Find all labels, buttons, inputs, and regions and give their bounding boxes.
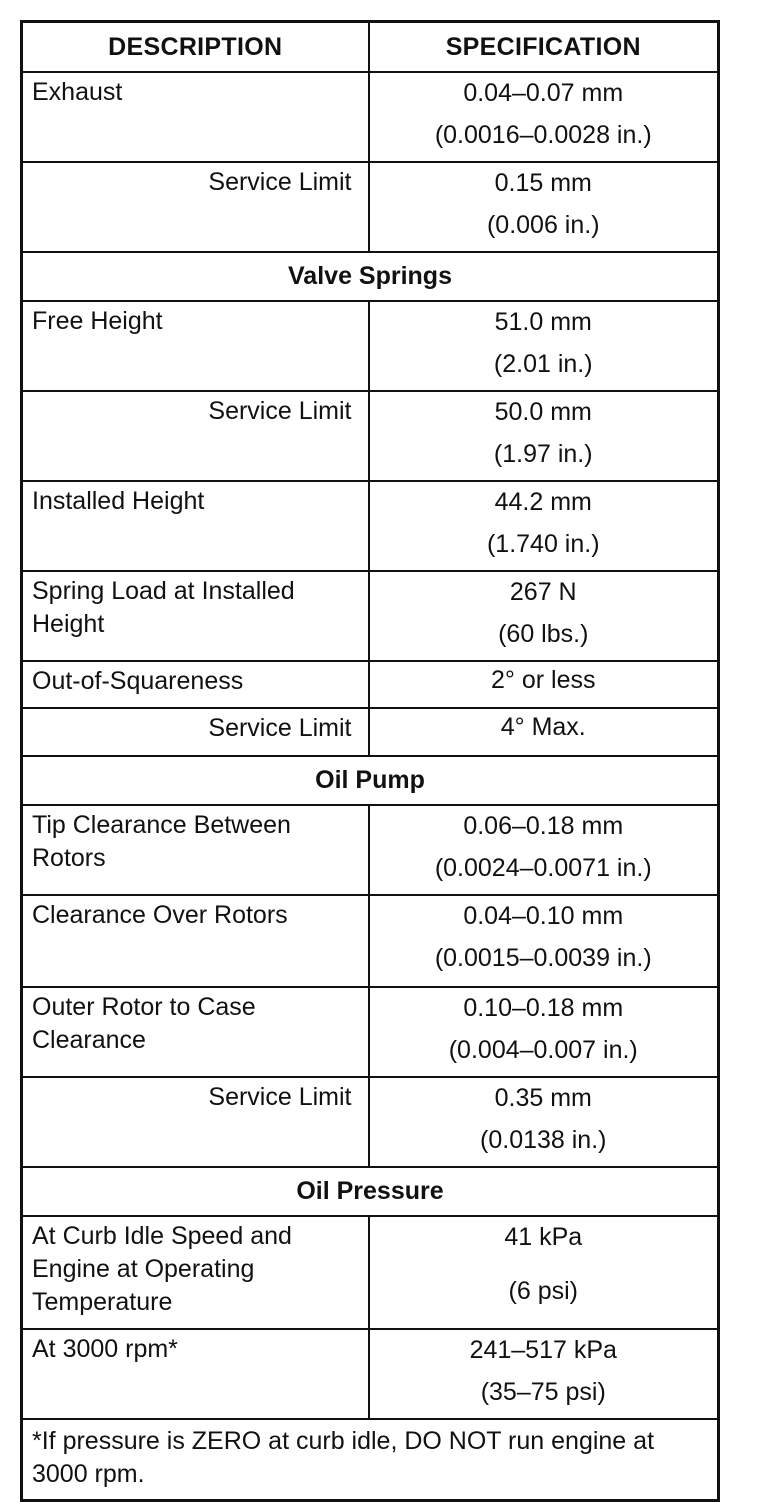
table-row <box>22 661 719 708</box>
spec-metric-value: 50.0 mm <box>494 398 592 426</box>
spec-imperial-value: (1.97 in.) <box>493 440 593 468</box>
specification-cell <box>369 162 719 252</box>
spec-imperial-value: (0.0024–0.0071 in.) <box>434 854 652 882</box>
spec-imperial-value: (35–75 psi) <box>480 1378 606 1406</box>
table-row <box>22 805 719 895</box>
table-body <box>22 72 719 1419</box>
section-row <box>22 756 719 805</box>
table-row <box>22 708 719 756</box>
specification-cell <box>369 708 719 756</box>
spec-metric-value: 0.10–0.18 mm <box>463 994 624 1022</box>
spec-metric-value: 0.04–0.10 mm <box>463 902 624 930</box>
description-text: Spring Load at Installed <box>32 577 295 605</box>
description-text: Service Limit <box>208 168 352 196</box>
spec-metric-value: 0.06–0.18 mm <box>463 812 624 840</box>
table-row <box>22 1216 719 1329</box>
specification-cell <box>369 987 719 1077</box>
description-text: Exhaust <box>32 78 123 106</box>
spec-imperial-value: (0.0016–0.0028 in.) <box>434 121 652 149</box>
description-cell <box>22 301 369 391</box>
table-row <box>22 571 719 661</box>
spec-imperial-value: (60 lbs.) <box>498 620 589 648</box>
description-text: Engine at Operating <box>32 1255 255 1283</box>
description-cell <box>22 987 369 1077</box>
section-title: Oil Pressure <box>22 1167 719 1216</box>
table-row <box>22 895 719 987</box>
table-row <box>22 1329 719 1419</box>
spec-imperial-value: (6 psi) <box>508 1277 578 1305</box>
description-cell <box>22 1077 369 1167</box>
description-text: Height <box>32 610 105 638</box>
specification-cell <box>369 301 719 391</box>
specification-cell <box>369 1077 719 1167</box>
description-cell <box>22 481 369 571</box>
description-cell <box>22 391 369 481</box>
description-cell <box>22 571 369 661</box>
column-header-description: DESCRIPTION <box>22 22 369 73</box>
description-text: Rotors <box>32 844 106 872</box>
description-cell <box>22 805 369 895</box>
specification-cell <box>369 895 719 987</box>
spec-imperial-value: (2.01 in.) <box>493 350 593 378</box>
table-row <box>22 72 719 162</box>
description-text: Clearance <box>32 1026 146 1054</box>
description-cell <box>22 1216 369 1329</box>
description-cell <box>22 895 369 987</box>
table-row <box>22 301 719 391</box>
spec-imperial-value: (0.004–0.007 in.) <box>448 1036 638 1064</box>
header-row <box>22 22 719 73</box>
specification-cell <box>369 481 719 571</box>
specification-cell <box>369 805 719 895</box>
description-text: Installed Height <box>32 487 205 515</box>
description-text: Out-of-Squareness <box>32 667 244 695</box>
description-text: Outer Rotor to Case <box>32 993 256 1021</box>
description-cell <box>22 72 369 162</box>
description-text: Clearance Over Rotors <box>32 901 288 929</box>
spec-imperial-value: (0.006 in.) <box>486 211 600 239</box>
specification-cell <box>369 1216 719 1329</box>
footnote: *If pressure is ZERO at curb idle, DO NOT run engine at 3000 rpm. <box>22 1419 719 1501</box>
specification-cell <box>369 1329 719 1419</box>
spec-metric-value: 41 kPa <box>504 1223 583 1251</box>
specification-cell <box>369 571 719 661</box>
table-row <box>22 987 719 1077</box>
specification-table <box>20 20 720 1502</box>
spec-metric-value: 241–517 kPa <box>469 1336 617 1364</box>
section-title: Oil Pump <box>22 756 719 805</box>
table-row <box>22 391 719 481</box>
spec-metric-value: 267 N <box>509 578 577 606</box>
specification-cell <box>369 661 719 708</box>
description-text: At 3000 rpm* <box>32 1335 178 1363</box>
description-cell <box>22 661 369 708</box>
description-text: Service Limit <box>208 1083 352 1111</box>
spec-imperial-value: (1.740 in.) <box>486 530 600 558</box>
description-text: Temperature <box>32 1288 173 1316</box>
specification-cell <box>369 72 719 162</box>
spec-metric-value: 51.0 mm <box>494 308 592 336</box>
section-row <box>22 252 719 301</box>
description-text: Service Limit <box>208 714 352 742</box>
spec-imperial-value: (0.0138 in.) <box>480 1126 607 1154</box>
description-cell <box>22 708 369 756</box>
table-row <box>22 162 719 252</box>
spec-metric-value: 44.2 mm <box>494 488 592 516</box>
section-row <box>22 1167 719 1216</box>
description-text: Tip Clearance Between <box>32 811 291 839</box>
spec-metric-value: 4° Max. <box>500 713 586 741</box>
column-header-specification: SPECIFICATION <box>369 22 719 73</box>
specification-cell <box>369 391 719 481</box>
description-text: Service Limit <box>208 397 352 425</box>
section-title: Valve Springs <box>22 252 719 301</box>
spec-imperial-value: (0.0015–0.0039 in.) <box>434 944 652 972</box>
description-cell <box>22 162 369 252</box>
spec-metric-value: 0.35 mm <box>494 1084 592 1112</box>
spec-metric-value: 0.15 mm <box>494 169 592 197</box>
description-text: Free Height <box>32 307 163 335</box>
table-row <box>22 481 719 571</box>
footnote-row <box>22 1419 719 1501</box>
spec-metric-value: 2° or less <box>491 666 596 694</box>
description-cell <box>22 1329 369 1419</box>
table-row <box>22 1077 719 1167</box>
spec-metric-value: 0.04–0.07 mm <box>463 79 624 107</box>
description-text: At Curb Idle Speed and <box>32 1222 292 1250</box>
